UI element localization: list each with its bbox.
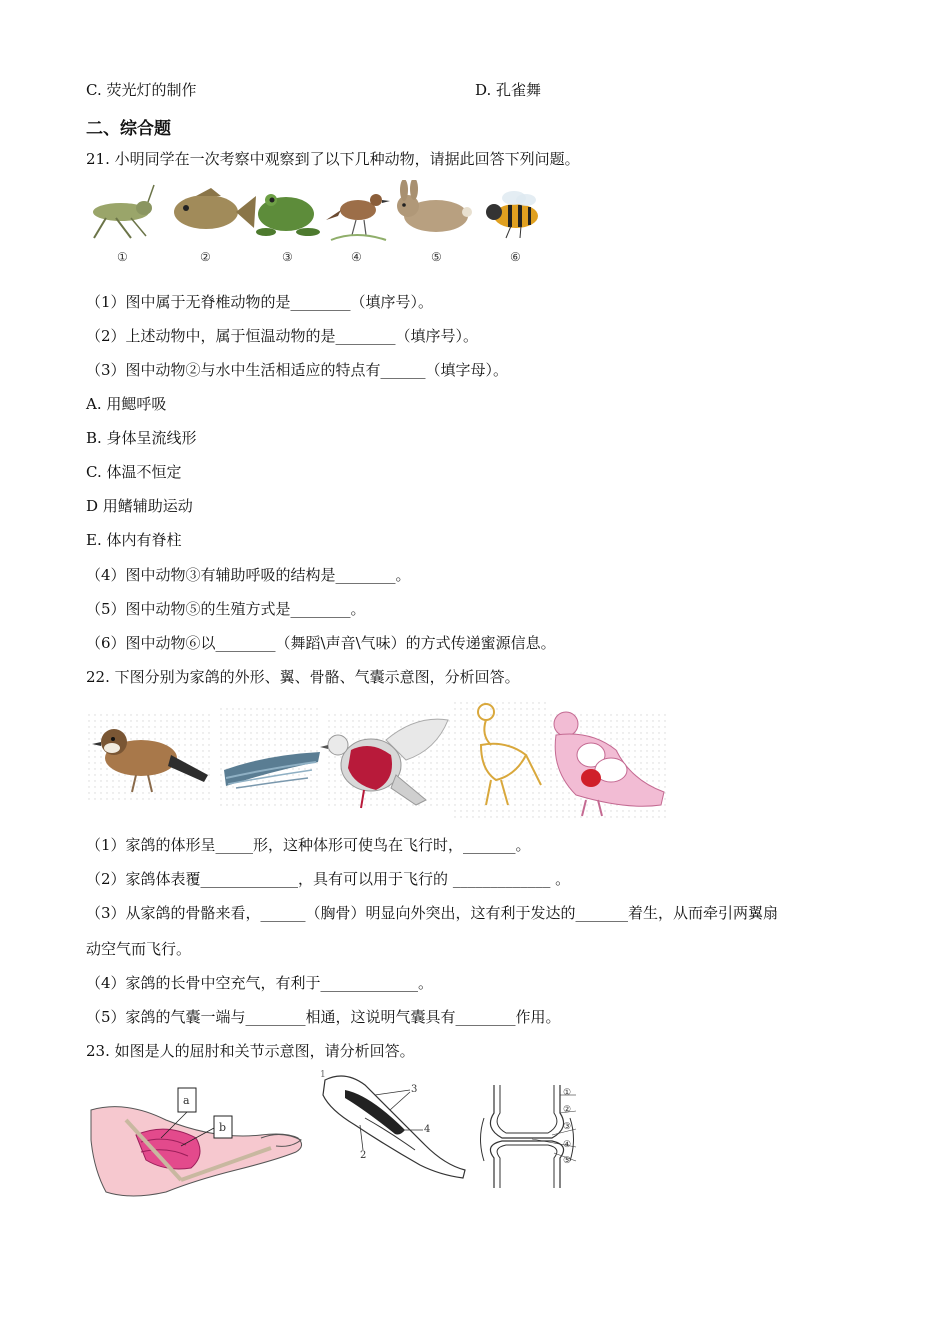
joint-label-2: ② <box>563 1105 572 1115</box>
animal-images <box>86 180 556 245</box>
q21-option-b: B. 身体呈流线形 <box>86 429 197 447</box>
grasshopper-image <box>93 185 154 238</box>
pigeon-wing-image <box>218 708 322 808</box>
q23-stem: 23. 如图是人的屈肘和关节示意图，请分析回答。 <box>86 1042 415 1060</box>
q21-part1: （1）图中属于无脊椎动物的是________（填序号）。 <box>86 293 434 311</box>
arm-label-1: 1 <box>320 1070 326 1080</box>
q21-option-e: E. 体内有脊柱 <box>86 531 182 549</box>
label-4: ④ <box>351 250 362 264</box>
q21-option-a: A. 用鳃呼吸 <box>86 395 167 413</box>
q22-part5: （5）家鸽的气囊一端与________相通，这说明气囊具有________作用。 <box>86 1008 561 1026</box>
fish-image <box>174 188 256 229</box>
q21-part5: （5）图中动物⑤的生殖方式是________。 <box>86 600 366 618</box>
arm-label-2: 2 <box>360 1150 367 1161</box>
bee-image <box>486 191 538 238</box>
label-2: ② <box>200 250 211 264</box>
option-c: C. 荧光灯的制作 <box>86 81 197 99</box>
q21-option-d: D 用鳍辅助运动 <box>86 497 193 515</box>
q22-part3-line2: 动空气而飞行。 <box>86 940 192 958</box>
arm-label-4: 4 <box>424 1124 431 1135</box>
pigeon-muscle-image <box>320 710 452 810</box>
rabbit-image <box>397 180 472 232</box>
arm-muscle-figure <box>315 1070 470 1192</box>
label-6: ⑥ <box>510 250 521 264</box>
q21-part6: （6）图中动物⑥以________（舞蹈\声音\气味）的方式传递蜜源信息。 <box>86 634 556 652</box>
pigeon-exterior-image <box>86 712 212 802</box>
q21-stem: 21. 小明同学在一次考察中观察到了以下几种动物，请据此回答下列问题。 <box>86 150 580 168</box>
q21-part4: （4）图中动物③有辅助呼吸的结构是________。 <box>86 566 411 584</box>
arm-label-3: 3 <box>411 1084 418 1095</box>
q22-part4: （4）家鸽的长骨中空充气，有利于_____________。 <box>86 974 434 992</box>
q22-stem: 22. 下图分别为家鸽的外形、翼、骨骼、气囊示意图，分析回答。 <box>86 668 520 686</box>
section-title: 二、综合题 <box>86 119 171 139</box>
option-d: D. 孔雀舞 <box>475 81 542 99</box>
q22-part2: （2）家鸽体表覆_____________，具有可以用于飞行的 _____________ 。 <box>86 870 571 888</box>
q21-part3: （3）图中动物②与水中生活相适应的特点有______（填字母）。 <box>86 361 509 379</box>
label-3: ③ <box>282 250 293 264</box>
pigeon-images <box>86 700 671 825</box>
joint-label-3: ③ <box>563 1122 572 1132</box>
joint-label-4: ④ <box>563 1140 572 1150</box>
fig-label-a: a <box>183 1094 190 1107</box>
pigeon-skeleton-image <box>454 700 546 820</box>
joint-label-5: ⑤ <box>563 1156 572 1166</box>
joint-figure <box>472 1083 582 1193</box>
q21-part2: （2）上述动物中，属于恒温动物的是________（填序号）。 <box>86 327 479 345</box>
label-5: ⑤ <box>431 250 442 264</box>
q21-option-c: C. 体温不恒定 <box>86 463 182 481</box>
label-1: ① <box>117 250 128 264</box>
joint-label-1: ① <box>563 1088 572 1098</box>
q22-part1: （1）家鸽的体形呈_____形，这种体形可使鸟在飞行时，_______。 <box>86 836 531 854</box>
frog-image <box>256 194 320 236</box>
elbow-flexion-figure <box>86 1080 311 1202</box>
fig-label-b: b <box>219 1121 227 1134</box>
bird-image <box>326 194 390 240</box>
q22-part3-line1: （3）从家鸽的骨骼来看，______（胸骨）明显向外突出，这有利于发达的_______着生，从而牵引两翼扇 <box>86 904 779 922</box>
pigeon-airsac-image <box>548 710 668 820</box>
